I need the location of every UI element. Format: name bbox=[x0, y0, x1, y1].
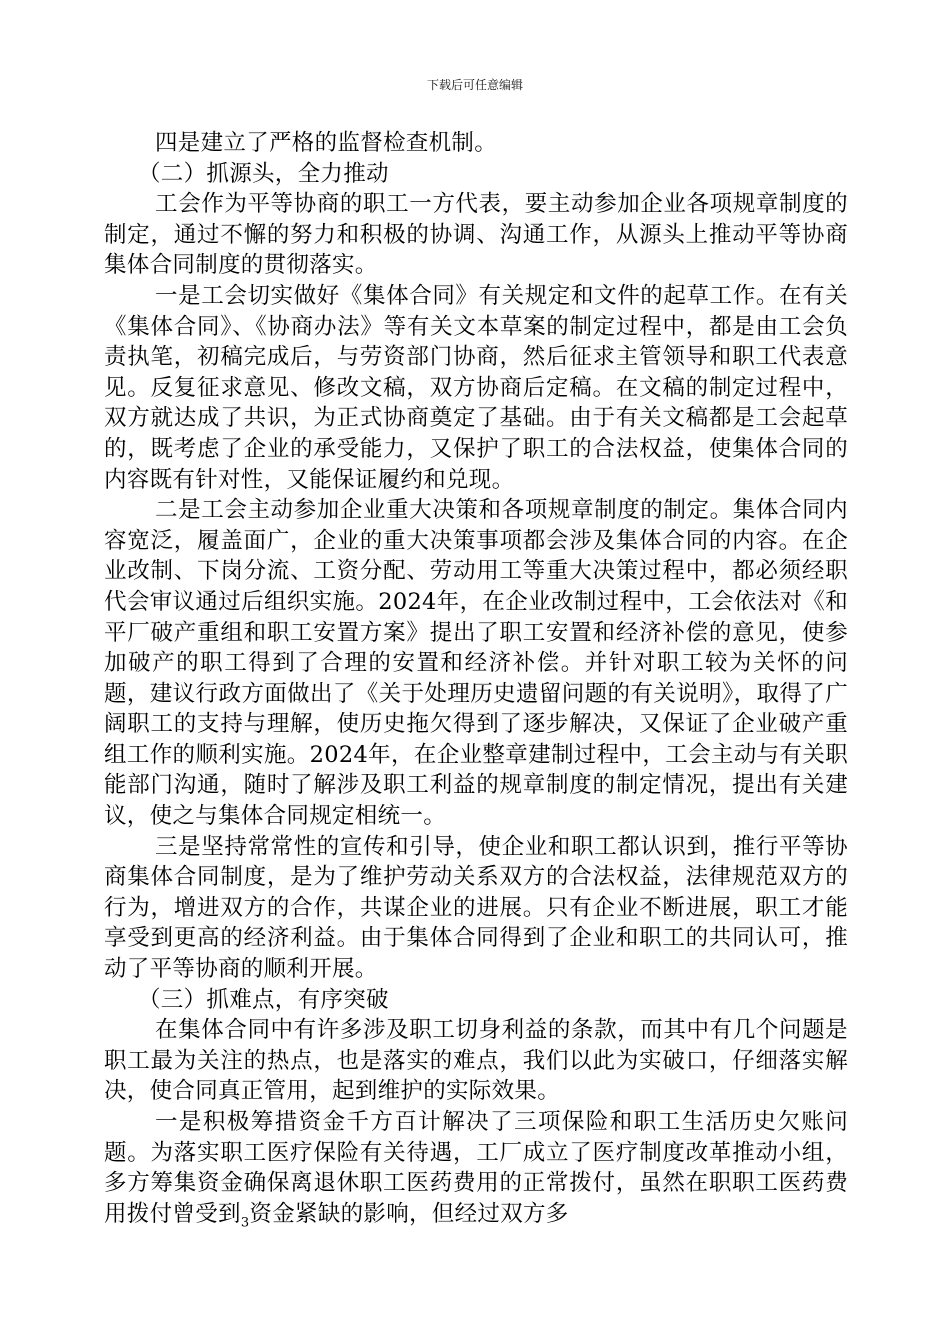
paragraph: 一是工会切实做好《集体合同》有关规定和文件的起草工作。在有关《集体合同》、《协商办法》等有关文本草案的制定过程中，都是由工会负责执笔，初稿完成后，与劳资部门协商，然后征求主管领导和职工代表意见。反复征求意见、修改文稿，双方协商后定稿。在文稿的制定过程中，双方就达成了共识，为正式协商奠定了基础。由于有关文稿都是工会起草的，既考虑了企业的承受能力，又保护了职工的合法权益，使集体合同的内容既有针对性，又能保证履约和兑现。 bbox=[104, 282, 848, 493]
document-body bbox=[104, 128, 848, 1229]
page-header: 下载后可任意编辑 bbox=[426, 78, 523, 92]
page-number: 3 bbox=[240, 1215, 250, 1231]
paragraph: 二是工会主动参加企业重大决策和各项规章制度的制定。集体合同内容宽泛，履盖面广，企业的重大决策事项都会涉及集体合同的内容。在企业改制、下岗分流、工资分配、劳动用工等重大决策过程中，都必须经职代会审议通过后组织实施。2024年，在企业改制过程中，工会依法对《和平厂破产重组和职工安置方案》提出了职工安置和经济补偿的意见，使参加破产的职工得到了合理的安置和经济补偿。并针对职工较为关怀的问题，建议行政方面做出了《关于处理历史遗留问题的有关说明》，取得了广阔职工的支持与理解，使历史拖欠得到了逐步解决，又保证了企业破产重组工作的顺利实施。2024年，在企业整章建制过程中，工会主动与有关职能部门沟通，随时了解涉及职工利益的规章制度的制定情况，提出有关建议，使之与集体合同规定相统一。 bbox=[104, 497, 848, 830]
section-heading: （二）抓源头，全力推动 bbox=[138, 160, 389, 187]
paragraph-tail: 资金紧缺的影响，但经过双方多 bbox=[249, 1200, 569, 1227]
paragraph-last bbox=[104, 1107, 848, 1229]
paragraph: 三是坚持常常性的宣传和引导，使企业和职工都认识到，推行平等协商集体合同制度，是为了维护劳动关系双方的合法权益，法律规范双方的行为，增进双方的合作，共谋企业的进展。只有企业不断进展，职工才能享受到更高的经济利益。由于集体合同得到了企业和职工的共同认可，推动了平等协商的顺利开展。 bbox=[104, 833, 848, 983]
paragraph: 工会作为平等协商的职工一方代表，要主动参加企业各项规章制度的制定，通过不懈的努力和积极的协调、沟通工作，从源头上推动平等协商集体合同制度的贯彻落实。 bbox=[104, 191, 848, 279]
paragraph: 四是建立了严格的监督检查机制。 bbox=[155, 130, 498, 156]
paragraph-text: 一是积极筹措资金千方百计解决了三项保险和职工生活历史欠账问题。为落实职工医疗保险有关待遇，工厂成立了医疗制度改革推动小组，多方筹集资金确保离退休职工医药费用的正常拨付，虽然在职职工医药费用拨付曾受到 bbox=[104, 1109, 848, 1227]
paragraph: 在集体合同中有许多涉及职工切身利益的条款，而其中有几个问题是职工最为关注的热点，也是落实的难点，我们以此为实破口，仔细落实解决，使合同真正管用，起到维护的实际效果。 bbox=[104, 1017, 848, 1105]
section-heading: （三）抓难点，有序突破 bbox=[138, 986, 389, 1013]
